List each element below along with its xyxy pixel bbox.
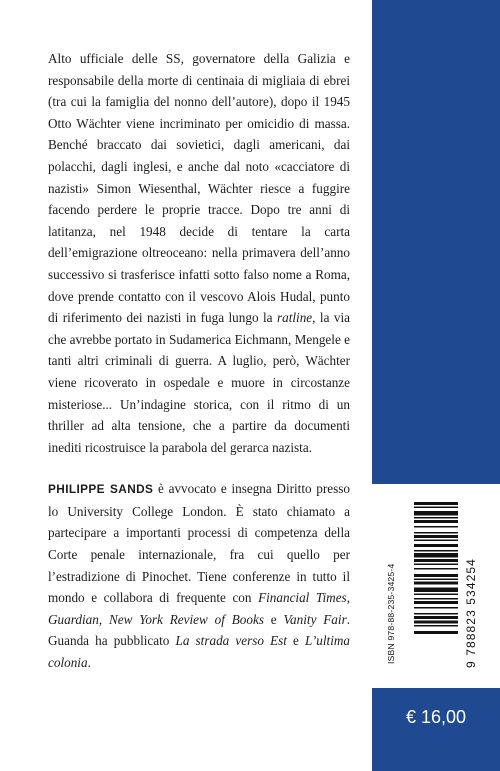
synopsis-paragraph <box>48 48 350 458</box>
back-cover-text <box>48 48 350 674</box>
author-name: PHILIPPE SANDS <box>48 482 154 497</box>
separator-3: e <box>263 611 284 627</box>
publication-financial-times: Financial Times <box>258 590 347 606</box>
book-title-ultima-colonia: L’ultima colonia <box>48 633 350 671</box>
synopsis-text-2: , la via che avrebbe portato in Sudamerica Eichmann, Mengele e tanti altri criminali di guerra. A luglio, però, Wächter viene ricoverato in ospedale e muore in circostanze misteriose... Un’indagine storica, con il ritmo di un thriller ad alta tensione, che a partire da documenti inediti ricostruisce la parabola del gerarca nazista. <box>48 310 350 455</box>
synopsis-italic-ratline: ratline <box>276 310 313 326</box>
separator-4: e <box>286 633 306 649</box>
publication-guardian: Guardian <box>48 611 99 627</box>
publication-nyrb: New York Review of Books <box>108 611 264 627</box>
barcode-area <box>372 484 500 688</box>
book-title-strada-verso-est: La strada verso Est <box>175 633 287 649</box>
publication-vanity-fair: Vanity Fair <box>283 611 347 627</box>
author-bio-end: . <box>87 655 91 671</box>
price-label: € 16,00 <box>405 707 467 727</box>
author-bio-text-1: è avvocato e insegna Diritto presso lo University College London. È stato chiamato a partecipare a importanti processi di competenza della Corte penale internazionale, fra cui quello per l’estradizione di Pinochet. Tiene conferenze in tutto il mondo e collabora di frequente con <box>48 481 350 606</box>
synopsis-text-1: Alto ufficiale delle SS, governatore della Galizia e responsabile della morte di centinaia di migliaia di ebrei (tra cui la famiglia del nonno dell’autore), dopo il 1945 Otto Wächter viene incriminato per omicidio di massa. Benché braccato dai sovietici, dagli americani, dai polacchi, dagli inglesi, e anche dal noto «cacciatore di nazisti» Simon Wiesenthal, Wächter riesce a fuggire facendo perdere le proprie tracce. Dopo tre anni di latitanza, nel 1948 decide di tentare la carta dell’emigrazione oltreoceano: nella primavera dell’anno successivo si trasferisce infatti sotto falso nome a Roma, dove prende contatto con il vescovo Alois Hudal, punto di riferimento dei nazisti in fuga lungo la <box>48 51 350 326</box>
isbn-label: ISBN 978-88-235-3425-4 <box>386 563 396 664</box>
author-bio-text-2: . Guanda ha pubblicato <box>48 611 350 649</box>
separator-2: , <box>98 611 109 627</box>
barcode-digits: 9 788823 534254 <box>464 558 478 668</box>
separator-1: , <box>346 590 350 606</box>
author-bio-paragraph <box>48 478 350 673</box>
barcode-icon <box>414 502 458 662</box>
